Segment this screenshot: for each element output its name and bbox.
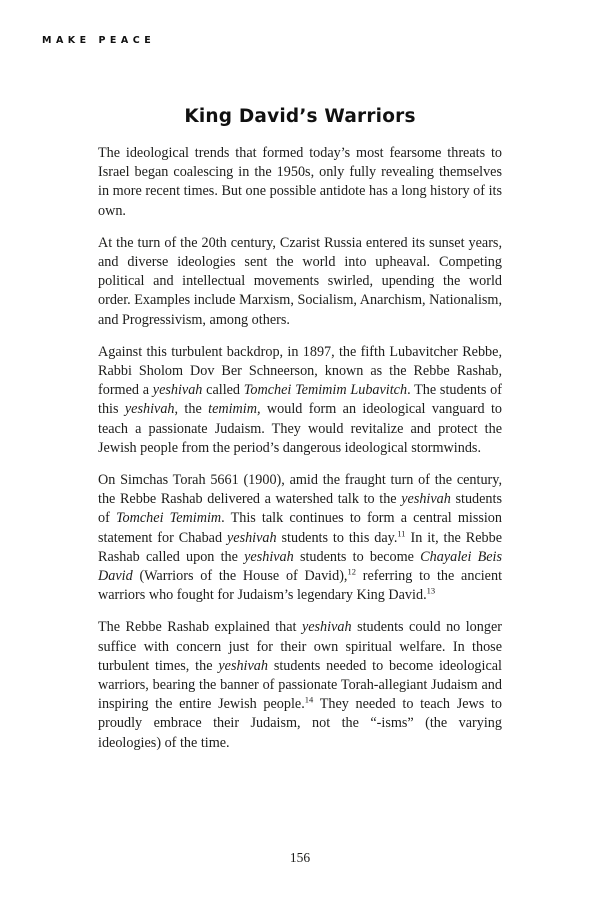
italic-term: yeshivah [301, 619, 352, 636]
text-run: On Simchas Torah 5661 (1900), amid the fraught turn of the century, the Rebbe Rashab delivered a watershed talk to the [98, 472, 502, 508]
footnote-reference: 12 [347, 566, 356, 577]
text-run: students of [98, 491, 502, 527]
text-run: , would form an ideological vanguard to teach a passionate Judaism. They would revitalize and protect the Jewish people from the period’s dangerous ideological stormwinds. [98, 401, 503, 456]
text-run: (Warriors of the House of David), [132, 568, 348, 585]
paragraph [98, 343, 502, 458]
paragraph [98, 234, 502, 330]
footnote-reference: 13 [426, 585, 436, 596]
text-run: students to this day. [276, 529, 398, 546]
footnote-reference: 11 [397, 527, 406, 538]
text-run: At the turn of the 20th century, Czarist Russia entered its sunset years, and diverse ideologies sent the world into upheaval. Competing political and intellectual movements swirled, upending the world order. Examples include Marxism, Socialism, Anarchism, Nationalism, and Progressivism, among others. [98, 234, 502, 328]
italic-term: yeshivah [401, 491, 451, 508]
italic-term: yeshivah [124, 401, 175, 418]
page-number: 156 [289, 850, 311, 865]
paragraph [98, 144, 502, 221]
text-run: called [202, 382, 244, 399]
text-run: students needed to become ideological warriors, bearing the banner of passionate Torah-allegiant Judaism and inspiring the entire Jewish people. [98, 657, 502, 713]
text-run: The Rebbe Rashab explained that [98, 619, 302, 636]
paragraphs-container [98, 144, 502, 753]
italic-term: yeshivah [218, 657, 268, 674]
italic-term: Chayalei Beis David [98, 548, 503, 585]
page-content [98, 106, 502, 766]
paragraph [98, 471, 502, 605]
italic-term: yeshivah [244, 548, 294, 565]
italic-term: temimim [208, 401, 257, 418]
paragraph [98, 618, 502, 752]
text-run: students could no longer suffice with concern just for their own spiritual welfare. In those turbulent times, the [98, 619, 502, 674]
italic-term: Tomchei Temimim Lubavitch [243, 382, 408, 399]
italic-term: yeshivah [226, 529, 277, 546]
text-run: referring to the ancient warriors who fought for Judaism’s legendary King David. [98, 568, 503, 604]
text-run: . The students of this [98, 382, 503, 418]
text-run: Against this turbulent backdrop, in 1897, the fifth Lubavitcher Rebbe, Rabbi Sholom Dov Ber Schneerson, known as the Rebbe Rashab, formed a [98, 343, 502, 399]
text-run: In it, the Rebbe Rashab called upon the [98, 529, 503, 565]
text-run: . This talk continues to form a central mission statement for Chabad [98, 510, 502, 546]
section-title: King David’s Warriors [184, 106, 416, 127]
footnote-reference: 14 [304, 694, 314, 705]
running-header: MAKE PEACE [42, 35, 156, 46]
italic-term: Tomchei Temimim [115, 510, 222, 527]
text-run: , the [174, 401, 209, 418]
text-run: The ideological trends that formed today’s most fearsome threats to Israel began coalescing in the 1950s, only fully revealing themselves in more recent times. But one possible antidote has a long history of its own. [98, 145, 502, 219]
text-run: They needed to teach Jews to proudly embrace their Judaism, not the “-isms” (the varying ideologies) of the time. [98, 696, 502, 751]
italic-term: yeshivah [152, 382, 203, 399]
text-run: students to become [293, 548, 421, 565]
